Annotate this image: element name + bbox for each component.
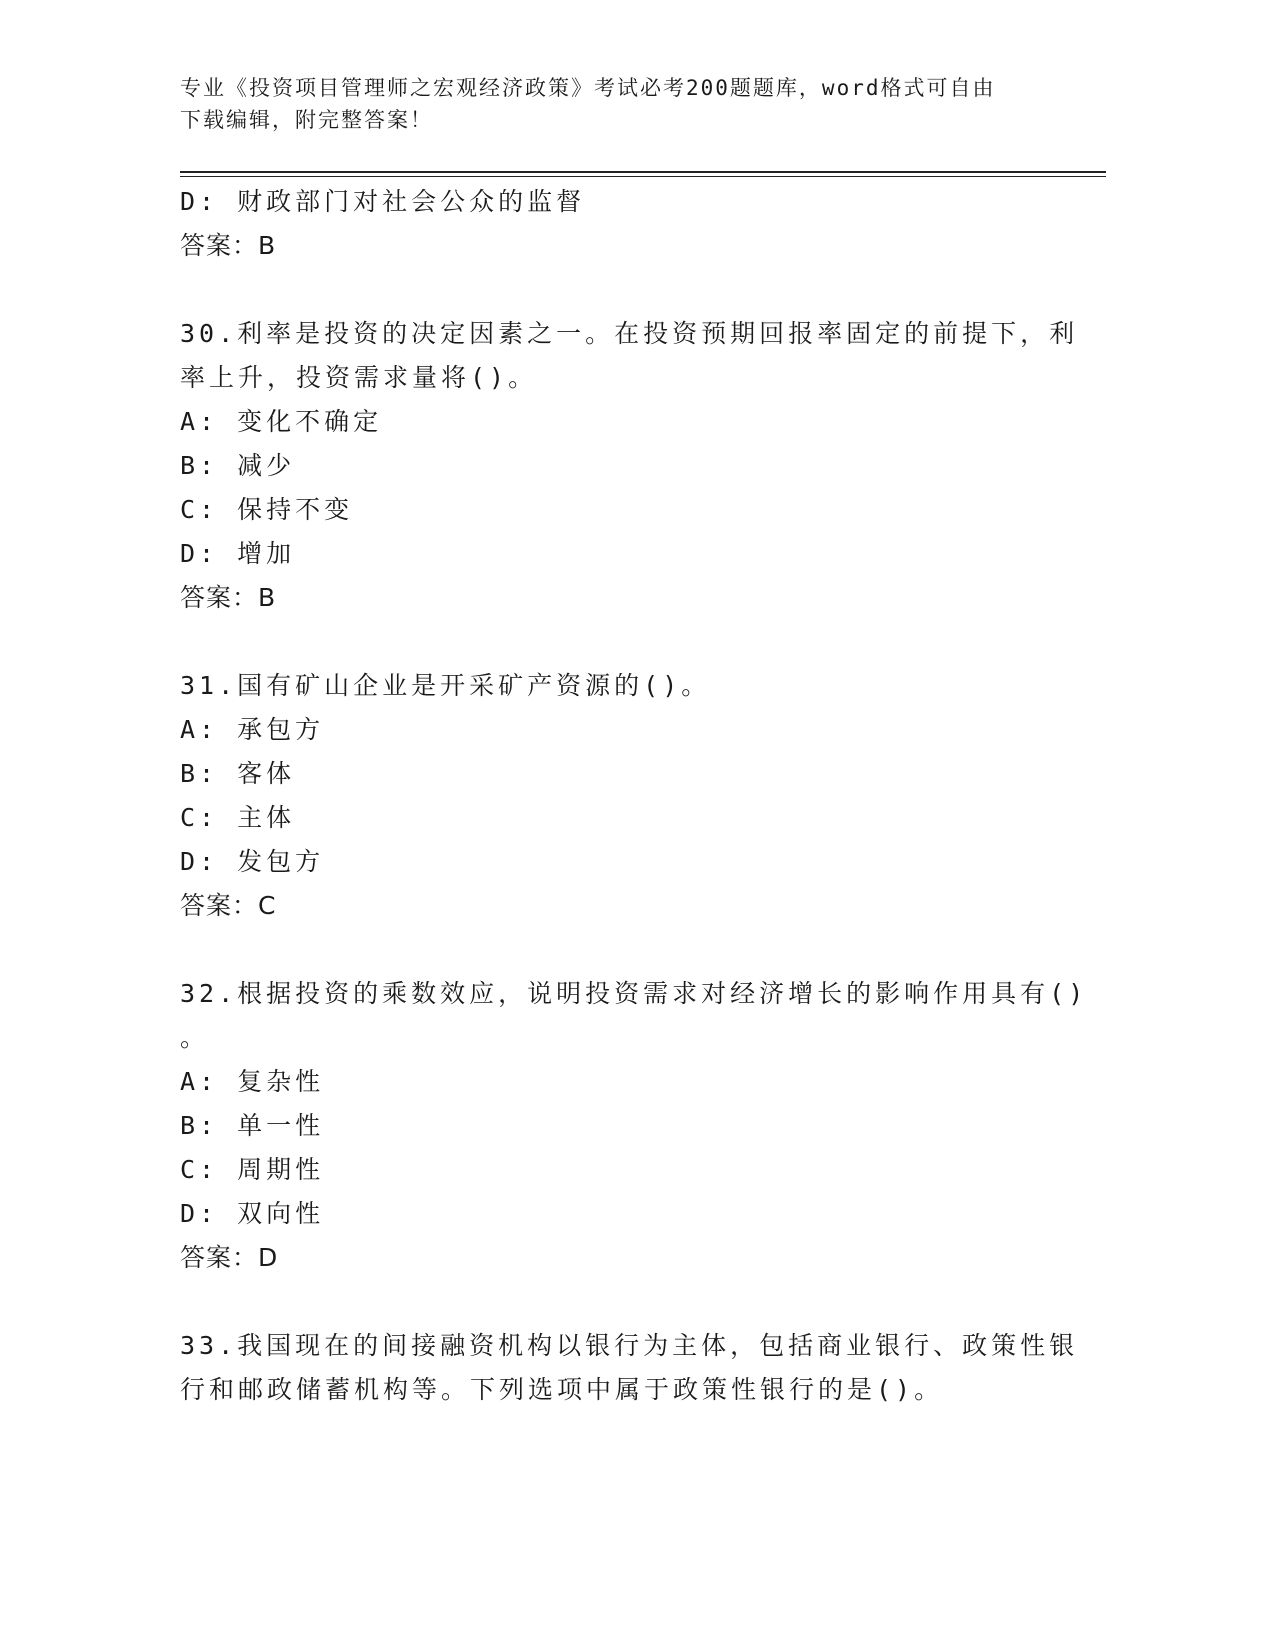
spacer (180, 928, 1050, 972)
question-32-option-a: A: 复杂性 (180, 1067, 325, 1096)
prev-answer: 答案：B (180, 231, 277, 260)
question-content (180, 180, 1088, 1412)
question-30-option-d: D: 增加 (180, 539, 296, 568)
question-32-option-c: C: 周期性 (180, 1155, 325, 1184)
spacer (180, 620, 1050, 664)
question-33-text-line-1: 33.我国现在的间接融资机构以银行为主体，包括商业银行、政策性银 (180, 1331, 1079, 1360)
spacer (180, 268, 1050, 312)
question-32-text-line-2: 。 (180, 1023, 210, 1052)
header-rule-thick (180, 171, 1106, 173)
prev-option-d: D: 财政部门对社会公众的监督 (180, 187, 586, 216)
question-31-answer: 答案：C (180, 891, 277, 920)
question-31-option-a: A: 承包方 (180, 715, 325, 744)
document-header (180, 72, 1040, 136)
question-32-text-line-1: 32.根据投资的乘数效应，说明投资需求对经济增长的影响作用具有() (180, 979, 1088, 1008)
spacer (180, 1280, 1050, 1324)
question-30-option-b: B: 减少 (180, 451, 296, 480)
question-33 (180, 1324, 1079, 1412)
question-30-text-line-1: 30.利率是投资的决定因素之一。在投资预期回报率固定的前提下，利 (180, 319, 1079, 348)
question-30-option-a: A: 变化不确定 (180, 407, 383, 436)
question-32 (180, 972, 1088, 1280)
question-31-option-c: C: 主体 (180, 803, 296, 832)
question-32-option-b: B: 单一性 (180, 1111, 325, 1140)
question-31-option-d: D: 发包方 (180, 847, 325, 876)
question-32-answer: 答案：D (180, 1243, 279, 1272)
question-30-option-c: C: 保持不变 (180, 495, 354, 524)
question-30-text-line-2: 率上升，投资需求量将()。 (180, 363, 538, 392)
header-rule-thin (180, 176, 1106, 177)
question-32-option-d: D: 双向性 (180, 1199, 325, 1228)
question-30-answer: 答案：B (180, 583, 277, 612)
question-31-option-b: B: 客体 (180, 759, 296, 788)
header-line-1: 专业《投资项目管理师之宏观经济政策》考试必考200题题库，word格式可自由 (180, 76, 996, 100)
question-30 (180, 312, 1079, 620)
question-31 (180, 664, 1050, 928)
question-31-text-line-1: 31.国有矿山企业是开采矿产资源的()。 (180, 671, 711, 700)
header-line-2: 下载编辑，附完整答案！ (180, 108, 433, 132)
question-33-text-line-2: 行和邮政储蓄机构等。下列选项中属于政策性银行的是()。 (180, 1375, 944, 1404)
